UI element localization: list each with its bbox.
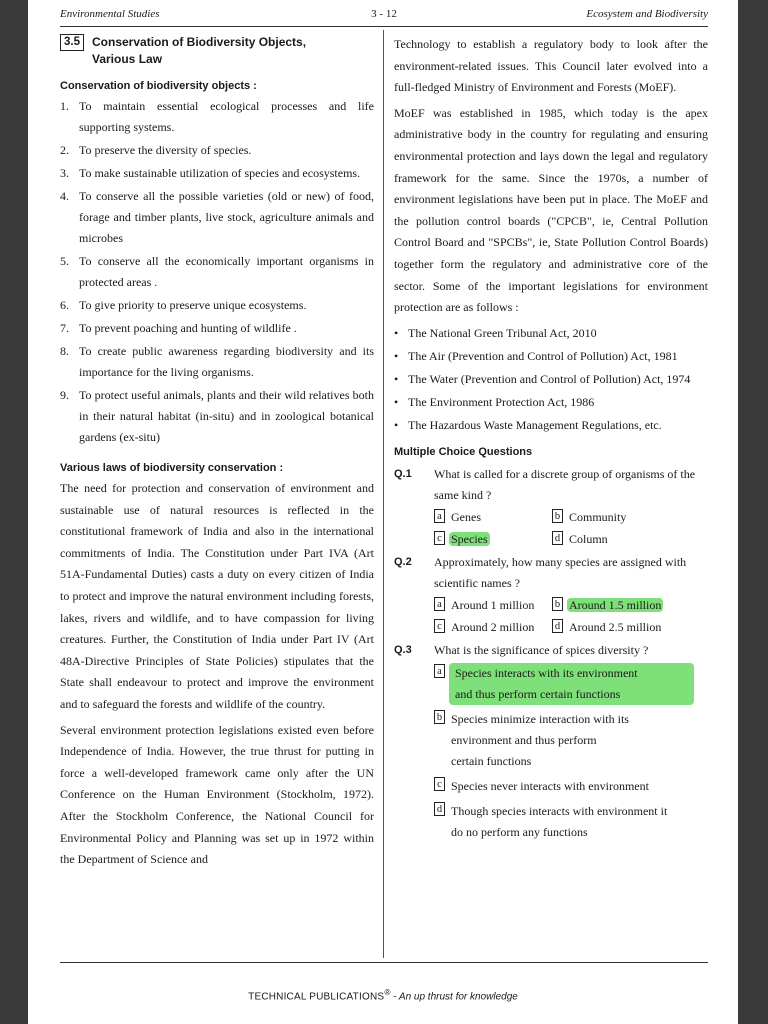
option-text-line: do no perform any functions	[451, 824, 588, 839]
document-page	[28, 0, 738, 1024]
option-text-line: and thus perform certain functions	[455, 686, 621, 701]
header-page-number: 3 - 12	[371, 8, 397, 20]
list-item-text: To prevent poaching and hunting of wildlife .	[79, 321, 297, 335]
section-title-line1: Conservation of Biodiversity Objects,	[92, 35, 307, 49]
list-item-text: To protect useful animals, plants and their wild relatives both in their natural habitat (in-situ) and in zoological botanical gardens (ex-situ)	[79, 388, 374, 444]
list-item-text: To make sustainable utilization of species and ecosystems.	[79, 166, 361, 180]
publisher-name: TECHNICAL PUBLICATIONS	[248, 991, 385, 1003]
option-letter-box: a	[434, 509, 445, 523]
mcq-heading: Multiple Choice Questions	[394, 445, 533, 458]
option-text: Around 1 million	[451, 597, 535, 612]
option-b	[552, 596, 702, 614]
option-letter-box: d	[434, 802, 445, 816]
header-chapter-title: Ecosystem and Biodiversity	[586, 8, 708, 20]
highlighted-answer: Species	[451, 531, 488, 546]
option-text: Genes	[451, 509, 481, 524]
list-item-text: The Environment Protection Act, 1986	[408, 394, 595, 409]
option-text: Column	[569, 531, 608, 546]
laws-paragraph-2: Several environment protection legislations existed even before Independence of India. However, the true thrust for putting in force a well-developed framework came only after the UN Conference on the Human Environment (Stockholm, 1972). After the Stockholm Conference, the National Council for Environmental Policy and Planning was set up in 1972 within the Department of Science and	[60, 722, 374, 867]
list-item	[394, 392, 708, 413]
option-text: Community	[569, 509, 627, 524]
list-item	[394, 415, 708, 436]
bullet-icon: •	[394, 371, 399, 386]
option-letter-box: c	[434, 619, 445, 633]
list-item	[60, 318, 374, 339]
running-header	[60, 6, 708, 24]
list-item	[60, 96, 374, 138]
question-3-options	[434, 663, 708, 843]
question-number: Q.1	[394, 467, 412, 480]
option-d	[552, 618, 702, 636]
highlighted-answer: Around 1.5 million	[569, 597, 662, 612]
list-item	[60, 341, 374, 383]
list-item-number: 6.	[60, 298, 69, 312]
list-item	[394, 346, 708, 367]
header-book-title: Environmental Studies	[60, 8, 160, 20]
option-text-line: Species minimize interaction with its	[451, 711, 629, 726]
bullet-icon: •	[394, 348, 399, 363]
option-letter-box: a	[434, 664, 445, 678]
list-item	[60, 163, 374, 184]
list-item-text: To give priority to preserve unique ecosystems.	[79, 298, 307, 312]
question-number: Q.3	[394, 643, 412, 656]
option-d	[552, 530, 702, 548]
list-item-number: 1.	[60, 99, 69, 113]
list-item-number: 9.	[60, 388, 69, 402]
bullet-icon: •	[394, 417, 399, 432]
option-letter-box: c	[434, 531, 445, 545]
question-text: Approximately, how many species are assigned with scientific names ?	[434, 554, 687, 590]
laws-heading: Various laws of biodiversity conservation :	[60, 462, 284, 474]
list-item-text: To maintain essential ecological processes and life supporting systems.	[79, 99, 374, 134]
bullet-icon: •	[394, 325, 399, 340]
option-text-line: Species interacts with its environment	[455, 665, 638, 680]
option-text-line: Though species interacts with environment it	[451, 803, 668, 818]
list-item-text: The Water (Prevention and Control of Pollution) Act, 1974	[408, 371, 691, 386]
footer-rule	[60, 962, 708, 963]
list-item	[394, 369, 708, 390]
header-rule	[60, 26, 708, 27]
question-2-options	[434, 596, 708, 636]
list-item-number: 5.	[60, 254, 69, 268]
objectives-list	[60, 96, 374, 448]
option-text: Around 2 million	[451, 619, 535, 634]
list-item-number: 2.	[60, 143, 69, 157]
option-text-line: certain functions	[451, 753, 532, 768]
legislation-list	[394, 323, 708, 436]
list-item	[60, 186, 374, 249]
question-2	[394, 552, 708, 594]
right-column	[394, 34, 708, 847]
list-item-text: The National Green Tribunal Act, 2010	[408, 325, 597, 340]
list-item-text: The Hazardous Waste Management Regulations, etc.	[408, 417, 662, 432]
option-c	[434, 776, 694, 797]
section-number: 3.5	[60, 34, 84, 51]
option-letter-box: b	[434, 710, 445, 724]
objectives-heading: Conservation of biodiversity objects :	[60, 80, 257, 92]
laws-paragraph-1: The need for protection and conservation of environment and sustainable use of natural resources is reflected in the constitutional framework of India and also in the international commitments of India. The Constitution under Part IVA (Art 51A-Fundamental Duties) casts a duty on every citizen of India to protect and improve the natural environment including forests, lakes, rivers and wildlife, and to have compassion for living creatures. Further, the Constitution of India under Part IV (Art 48A-Directive Principles of State Policies) stipulates that the State shall endeavour to protect and improve the environment and to safeguard the forests and wildlife of the country.	[60, 481, 374, 711]
option-a	[434, 508, 552, 526]
section-heading	[60, 34, 374, 68]
option-text-line: environment and thus perform	[451, 732, 597, 747]
option-a	[434, 663, 694, 705]
registered-mark: ®	[384, 987, 391, 997]
list-item-text: To preserve the diversity of species.	[79, 143, 252, 157]
list-item	[60, 251, 374, 293]
list-item-number: 4.	[60, 189, 69, 203]
question-3	[394, 640, 708, 661]
list-item-text: To conserve all the possible varieties (old or new) of food, forage and timber plants, live stock, agriculture animals and microbes	[79, 189, 374, 245]
option-letter-box: b	[552, 509, 563, 523]
option-d	[434, 801, 694, 843]
publisher-tagline: - An up thrust for knowledge	[393, 991, 518, 1003]
list-item-number: 3.	[60, 166, 69, 180]
option-b	[552, 508, 702, 526]
option-a	[434, 596, 552, 614]
option-letter-box: b	[552, 597, 563, 611]
list-item	[60, 140, 374, 161]
option-letter-box: a	[434, 597, 445, 611]
list-item	[394, 323, 708, 344]
option-text: Around 2.5 million	[569, 619, 662, 634]
left-column	[60, 34, 374, 875]
option-letter-box: d	[552, 531, 563, 545]
question-text: What is called for a discrete group of organisms of the same kind ?	[434, 466, 696, 502]
list-item-text: The Air (Prevention and Control of Pollution) Act, 1981	[408, 348, 678, 363]
continuation-paragraph: Technology to establish a regulatory body to look after the environment-related issues. This Council later evolved into a full-fledged Ministry of Environment and Forests (MoEF).	[394, 37, 708, 95]
option-b	[434, 709, 694, 772]
option-letter-box: c	[434, 777, 445, 791]
question-1	[394, 464, 708, 506]
list-item	[60, 385, 374, 448]
option-letter-box: d	[552, 619, 563, 633]
bullet-icon: •	[394, 394, 399, 409]
column-divider	[383, 30, 384, 958]
option-c	[434, 530, 552, 548]
question-number: Q.2	[394, 555, 412, 568]
list-item-number: 8.	[60, 344, 69, 358]
highlighted-answer	[449, 663, 694, 705]
option-c	[434, 618, 552, 636]
page-footer	[28, 987, 738, 1002]
section-title-line2: Various Law	[92, 52, 163, 66]
list-item-text: To conserve all the economically important organisms in protected areas .	[79, 254, 374, 289]
question-1-options	[434, 508, 708, 548]
list-item-text: To create public awareness regarding biodiversity and its importance for the living organisms.	[79, 344, 374, 379]
question-text: What is the significance of spices diversity ?	[434, 642, 649, 657]
list-item	[60, 295, 374, 316]
option-text-line: Species never interacts with environment	[451, 778, 649, 793]
moef-paragraph: MoEF was established in 1985, which today is the apex administrative body in the country for regulating and ensuring environmental protection and lays down the legal and regulatory framework for the same. Since the 1970s, a number of environment legislations have been put in place. The MoEF and the pollution control boards ("CPCB", ie, Central Pollution Control Board and "SPCBs", ie, State Pollution Control Boards) together form the regulatory and administrative core of the sector. Some of the important legislations for environment protection are as follows :	[394, 105, 708, 315]
list-item-number: 7.	[60, 321, 69, 335]
